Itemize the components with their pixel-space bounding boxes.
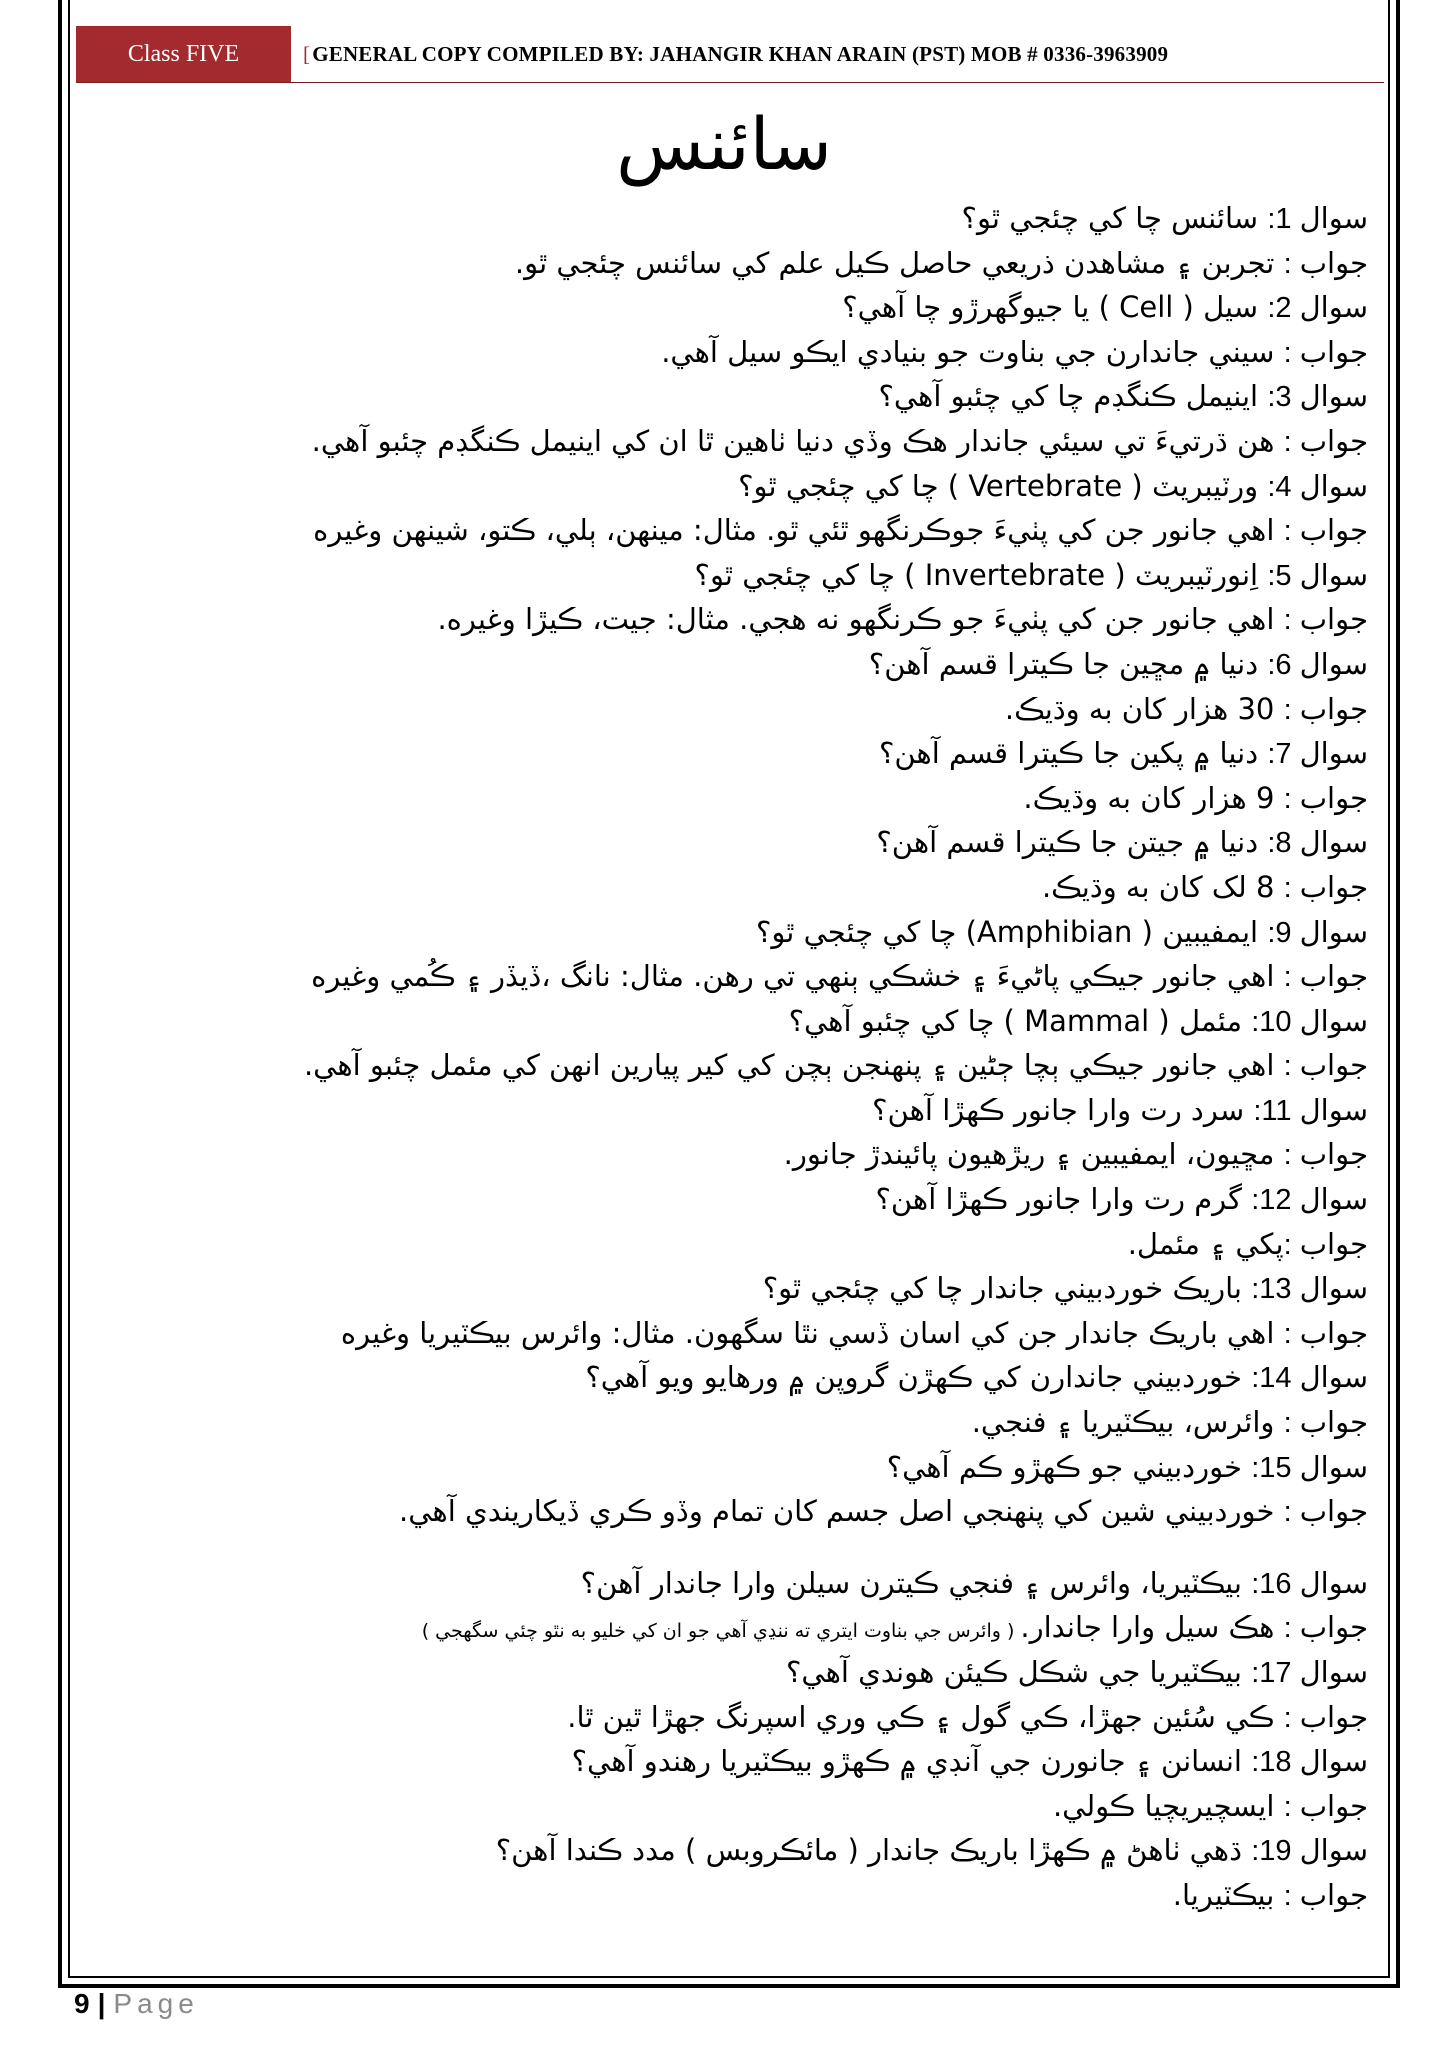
question-line xyxy=(188,910,1368,955)
line-prefix: سوال 15: xyxy=(1251,1451,1368,1484)
line-text: 30 هزار کان به وڌيڪ. xyxy=(1004,691,1284,726)
line-text: بيڪٽيريا، وائرس ۽ فنجي ڪيترن سيلن وارا جاندار آهن؟ xyxy=(580,1565,1252,1600)
line-text: سائنس چا کي چئجي ٿو؟ xyxy=(961,201,1268,235)
header-bracket: [ xyxy=(303,41,311,66)
question-line xyxy=(188,1739,1368,1784)
line-prefix: جواب : xyxy=(1283,1050,1368,1083)
header-title xyxy=(303,26,1168,82)
line-text: ايسچيريچيا ڪولي. xyxy=(1052,1788,1284,1823)
question-line xyxy=(188,1650,1368,1695)
line-prefix: جواب : xyxy=(1283,871,1368,904)
page-number: 9 xyxy=(74,1988,90,2019)
line-prefix: جواب : xyxy=(1283,1496,1368,1529)
line-text: هن ڌرتيءَ تي سيئي جاندار هڪ وڏي دنيا ٺاهين ٿا ان کي اينيمل ڪنگڊم چئبو آهي. xyxy=(311,423,1284,458)
line-prefix: جواب : xyxy=(1283,425,1368,458)
question-line xyxy=(188,464,1368,509)
line-prefix: جواب : xyxy=(1283,1407,1368,1440)
line-text: اهي جانور جيڪي پاڻيءَ ۽ خشڪي ٻنهي تي رهن. مثال: نانگ ،ڏيڏر ۽ ڪُمي وغيره xyxy=(311,959,1284,994)
line-prefix: سوال 5: xyxy=(1267,559,1368,592)
line-text: ڪي سُئين جهڙا، ڪي گول ۽ ڪي وري اسپرنگ جهڙا ٿين ٿا. xyxy=(567,1699,1284,1734)
question-line xyxy=(188,820,1368,865)
line-prefix: سوال 3: xyxy=(1267,381,1368,414)
line-text: سيل ( Cell ) يا جيوگهرڙو چا آهي؟ xyxy=(842,290,1268,325)
question-line xyxy=(188,285,1368,330)
line-text: خوردبيني شين کي پنهنجي اصل جسم کان تمام وڏو ڪري ڏيکاريندي آهي. xyxy=(399,1494,1284,1529)
line-text: خوردبيني جاندارن کي ڪهڙن گروپن ۾ ورهايو ويو آهي؟ xyxy=(585,1360,1252,1395)
answer-line xyxy=(188,865,1368,910)
question-line xyxy=(188,553,1368,598)
line-text: بيڪٽيريا جي شڪل ڪيئن هوندي آهي؟ xyxy=(786,1655,1252,1689)
line-text: اهي جانور جن کي پٺيءَ جوڪرنگهو ٿئي ٿو. مثال: مينهن، ٻلي، ڪتو، شينهن وغيره xyxy=(313,513,1284,548)
line-prefix: جواب : xyxy=(1283,1317,1368,1350)
question-line xyxy=(188,1355,1368,1400)
line-text: سيني جاندارن جي بناوت جو بنيادي ايڪو سيل آهي. xyxy=(661,334,1284,369)
header-title-text: GENERAL COPY COMPILED BY: JAHANGIR KHAN ARAIN (PST) MOB # 0336-3963909 xyxy=(312,41,1169,66)
line-text: سرد رت وارا جانور ڪهڙا آهن؟ xyxy=(872,1092,1254,1127)
line-prefix: سوال 14: xyxy=(1251,1362,1368,1395)
line-text: 9 هزار کان به وڌيڪ. xyxy=(1023,780,1284,815)
line-prefix: جواب : xyxy=(1283,336,1368,369)
answer-line xyxy=(188,241,1368,286)
line-text: اِنورٽيبريٽ ( Invertebrate ) چا کي چئجي ٿو؟ xyxy=(694,557,1268,592)
question-line xyxy=(188,196,1368,241)
question-line xyxy=(188,1266,1368,1311)
answer-line xyxy=(188,419,1368,464)
page-footer xyxy=(74,1984,199,2024)
answer-line xyxy=(188,687,1368,732)
line-prefix: سوال 2: xyxy=(1267,292,1368,325)
line-text: ورٽيبريٽ ( Vertebrate ) چا کي چئجي ٿو؟ xyxy=(738,468,1268,503)
question-line xyxy=(188,1828,1368,1873)
line-text: اهي جانور جيڪي ٻچا ڄڻين ۽ پنهنجن ٻچن کي کير پيارين انهن کي مئمل چئبو آهي. xyxy=(303,1048,1284,1083)
class-label: Class FIVE xyxy=(76,26,291,82)
answer-line xyxy=(188,1222,1368,1267)
line-text: اهي باريڪ جاندار جن کي اسان ڏسي نٿا سگهون. مثال: وائرس بيڪٽيريا وغيره xyxy=(340,1315,1284,1350)
line-prefix: سوال 11: xyxy=(1253,1094,1368,1127)
answer-line xyxy=(188,1311,1368,1356)
line-text: دنيا ۾ مڇين جا ڪيترا قسم آهن؟ xyxy=(868,646,1268,681)
line-prefix: سوال 19: xyxy=(1251,1835,1368,1868)
answer-line xyxy=(188,597,1368,642)
line-prefix: سوال 8: xyxy=(1267,827,1368,860)
line-text: تجربن ۽ مشاهدن ذريعي حاصل ڪيل علم کي سائنس چئجي ٿو. xyxy=(514,245,1284,280)
answer-line xyxy=(188,1695,1368,1740)
question-line xyxy=(188,731,1368,776)
line-prefix: جواب : xyxy=(1283,782,1368,815)
line-text: ايمفيبين ( Amphibian) چا کي چئجي ٿو؟ xyxy=(755,914,1268,949)
answer-line xyxy=(188,1489,1368,1534)
line-text: وائرس، بيڪٽيريا ۽ فنجي. xyxy=(971,1405,1284,1440)
page-header xyxy=(76,26,1384,83)
question-line xyxy=(188,1177,1368,1222)
answer-line xyxy=(188,508,1368,553)
line-prefix: جواب : xyxy=(1283,604,1368,637)
line-prefix: جواب : xyxy=(1283,1790,1368,1823)
line-text: انسانن ۽ جانورن جي آنڊي ۾ ڪهڙو بيڪٽيريا رهندو آهي؟ xyxy=(571,1744,1252,1779)
answer-line xyxy=(188,954,1368,999)
line-prefix: سوال 10: xyxy=(1251,1005,1368,1038)
answer-line xyxy=(188,1043,1368,1088)
page-label: Page xyxy=(113,1988,199,2019)
answer-line xyxy=(188,330,1368,375)
line-text: 8 لک کان به وڌيڪ. xyxy=(1041,869,1284,904)
question-line xyxy=(188,999,1368,1044)
line-text: اهي جانور جن کي پٺيءَ جو ڪرنگهو نه هجي. مثال: جيت، ڪيڙا وغيره. xyxy=(437,602,1284,637)
question-line xyxy=(188,1445,1368,1490)
line-text: دنيا ۾ پکين جا ڪيترا قسم آهن؟ xyxy=(878,736,1268,771)
line-note: ( وائرس جي بناوت ايتري ته ننڍي آهي جو ان کي خليو به نٿو چئي سگهجي ) xyxy=(421,1620,1021,1643)
line-text: باريڪ خوردبيني جاندار چا کي چئجي ٿو؟ xyxy=(762,1271,1252,1306)
line-prefix: جواب : xyxy=(1283,961,1368,994)
line-prefix: جواب : xyxy=(1283,693,1368,726)
line-prefix: جواب : xyxy=(1283,1228,1368,1261)
line-text: مڇيون، ايمفيبين ۽ ريڙهيون پائيندڙ جانور. xyxy=(783,1137,1284,1172)
line-prefix: سوال 18: xyxy=(1251,1746,1368,1779)
question-line xyxy=(188,374,1368,419)
line-prefix: جواب : xyxy=(1283,515,1368,548)
line-prefix: جواب : xyxy=(1283,1701,1368,1734)
line-prefix: سوال 6: xyxy=(1267,648,1368,681)
answer-line xyxy=(188,1400,1368,1445)
line-prefix: سوال 4: xyxy=(1267,470,1368,503)
line-text: ڌهي ٺاهڻ ۾ ڪهڙا باريڪ جاندار ( مائڪروبس ) مدد ڪندا آهن؟ xyxy=(495,1833,1252,1868)
line-prefix: سوال 16: xyxy=(1251,1567,1368,1600)
line-text: پکي ۽ مئمل. xyxy=(1127,1226,1284,1261)
answer-line xyxy=(188,776,1368,821)
line-prefix: جواب : xyxy=(1283,247,1368,280)
line-prefix: سوال 9: xyxy=(1267,916,1368,949)
line-prefix: سوال 1: xyxy=(1267,203,1368,235)
line-text: اينيمل ڪنگڊم چا کي چئبو آهي؟ xyxy=(878,379,1268,414)
question-line xyxy=(188,1088,1368,1133)
answer-line xyxy=(188,1605,1368,1650)
line-text: مئمل ( Mammal ) چا کي چئبو آهي؟ xyxy=(788,1003,1252,1038)
question-line xyxy=(188,642,1368,687)
line-prefix: جواب : xyxy=(1283,1139,1368,1172)
line-text: خوردبيني جو ڪهڙو ڪم آهي؟ xyxy=(886,1449,1252,1484)
page-title: سائنس xyxy=(616,102,832,186)
line-prefix: سوال 13: xyxy=(1251,1273,1368,1306)
question-line xyxy=(188,1561,1368,1606)
line-text: هڪ سيل وارا جاندار. xyxy=(1020,1610,1284,1645)
line-text: بيڪٽيريا. xyxy=(1172,1877,1284,1912)
line-prefix: جواب : xyxy=(1283,1612,1368,1645)
line-prefix: سوال 17: xyxy=(1251,1657,1368,1689)
answer-line xyxy=(188,1873,1368,1918)
line-prefix: جواب : xyxy=(1283,1879,1368,1912)
page-separator: | xyxy=(97,1988,106,2019)
question-answer-list xyxy=(188,196,1368,1918)
line-text: دنيا ۾ جيتن جا ڪيترا قسم آهن؟ xyxy=(876,825,1268,860)
line-prefix: سوال 12: xyxy=(1251,1184,1368,1217)
answer-line xyxy=(188,1784,1368,1829)
answer-line xyxy=(188,1132,1368,1177)
line-prefix: سوال 7: xyxy=(1267,738,1368,771)
line-text: گرم رت وارا جانور ڪهڙا آهن؟ xyxy=(875,1182,1252,1217)
